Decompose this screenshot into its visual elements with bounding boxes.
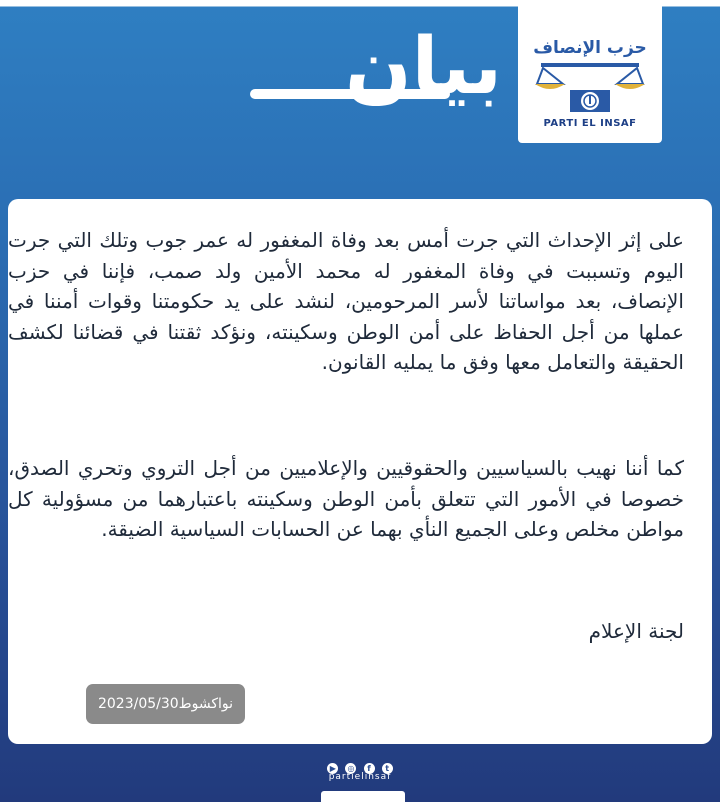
logo-name-arabic: حزب الإنصاف (533, 38, 647, 58)
signature: لجنة الإعلام (588, 619, 684, 643)
date-badge: نواكشوط2023/05/30 (86, 684, 245, 724)
party-logo (518, 0, 662, 143)
twitter-icon[interactable]: t (382, 763, 393, 774)
logo-name-french: PARTI EL INSAF (543, 118, 637, 129)
youtube-icon[interactable]: ▶ (327, 763, 338, 774)
bottom-tab (321, 791, 405, 802)
statement-paragraph-2: كما أننا نهيب بالسياسيين والحقوقيين والإعلاميين من أجل التروي وتحري الصدق، خصوصا في الأمور التي تتعلق بأمن الوطن وسكينته باعتبارهما من مسؤولية كل مواطن مخلص وعلى الجميع النأي بهما عن الحسابات السياسية الضيقة. (8, 456, 684, 541)
balance-scale-icon (535, 58, 645, 116)
page-title: بيان (345, 22, 502, 112)
statement-card (8, 199, 712, 744)
instagram-icon[interactable]: ◎ (345, 763, 356, 774)
social-handle: partielinsaf (328, 772, 392, 782)
facebook-icon[interactable]: f (364, 763, 375, 774)
statement-paragraph-1: على إثر الإحداث التي جرت أمس بعد وفاة المغفور له عمر جوب وتلك التي جرت اليوم وتسببت في وفاة المغفور له محمد الأمين ولد صمب، فإننا في حزب الإنصاف، بعد مواساتنا لأسر المرحومين، لنشد على يد حكومتنا وقوات أمننا في عملها من أجل الحفاظ على أمن الوطن وسكينته، ونؤكد ثقتنا في قضائنا لكشف الحقيقة والتعامل معها وفق ما يمليه القانون. (8, 228, 684, 374)
